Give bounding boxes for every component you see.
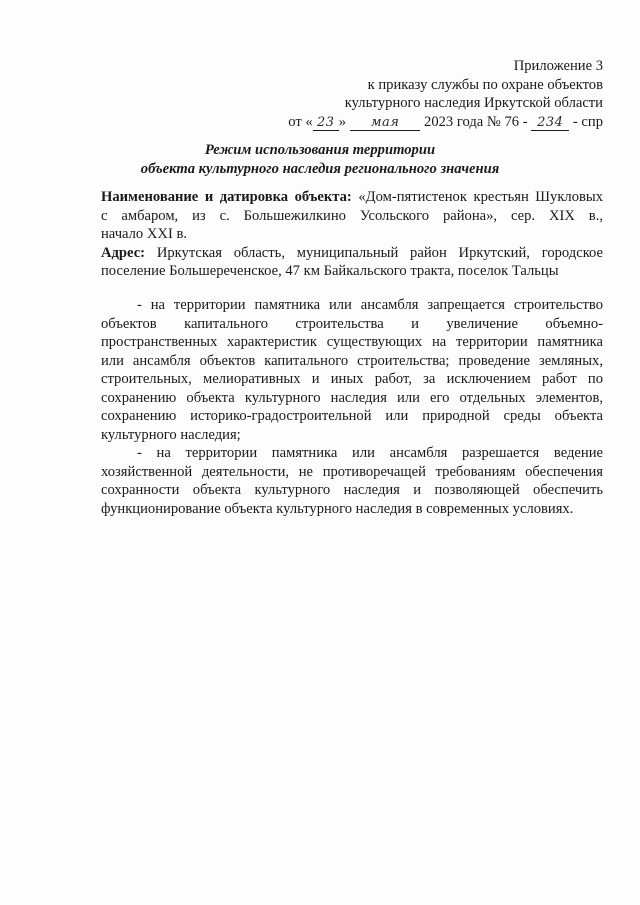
paragraph-line: или ансамбля объектов капитального строительства; проведение земляных, xyxy=(101,352,603,369)
date-prefix: от « xyxy=(288,113,313,130)
document-title xyxy=(0,141,640,179)
object-line-3: начало XXI в. xyxy=(101,226,188,242)
title-line-1: Режим использования территории xyxy=(204,142,436,158)
address-label: Адрес: xyxy=(101,244,146,261)
handwritten-day: 23 xyxy=(313,115,339,131)
address-line-1-text: Иркутская область, муниципальный район Иркутский, городское xyxy=(156,244,603,261)
appendix-header xyxy=(288,57,603,131)
order-suffix: - спр xyxy=(572,113,603,130)
object-line-2: с амбаром, из с. Большежилкино Усольского района», сер. XIX в., xyxy=(101,207,603,224)
paragraph-line: - на территории памятника или ансамбля разрешается ведение xyxy=(137,445,603,461)
appendix-number: Приложение 3 xyxy=(513,58,603,74)
object-line-1 xyxy=(101,188,603,207)
appendix-date-line xyxy=(288,113,603,132)
paragraph-line: сохранности объекта культурного наследия и позволяющей обеспечить xyxy=(101,482,603,498)
paragraph-line: строительных, мелиоративных и иных работ, за исключением работ по xyxy=(101,371,603,387)
prohibition-paragraph xyxy=(101,296,603,444)
appendix-order-ref: к приказу службы по охране объектов xyxy=(367,76,603,93)
permission-paragraph xyxy=(101,444,603,518)
paragraph-line: культурного наследия; xyxy=(101,426,241,443)
paragraph-line: пространственных характеристик существующих на территории памятника xyxy=(101,334,603,350)
handwritten-order-number: 234 xyxy=(531,115,569,131)
object-name-block xyxy=(101,188,603,281)
paragraph-line: хозяйственной деятельности, не противоречащей требованиям обеспечения xyxy=(101,463,603,480)
paragraph-line: - на территории памятника или ансамбля запрещается строительство xyxy=(137,297,603,313)
date-close-quote: » xyxy=(338,113,347,130)
appendix-agency: культурного наследия Иркутской области xyxy=(344,95,603,111)
paragraph-line: функционирование объекта культурного наследия в современных условиях. xyxy=(101,500,574,517)
paragraph-line: объектов капитального строительства и увеличение объемно- xyxy=(101,315,603,332)
paragraph-line: сохранению историко-градостроительной или природной среды объекта xyxy=(101,408,603,424)
handwritten-month: мая xyxy=(350,115,420,131)
title-line-2: объекта культурного наследия регионального значения xyxy=(140,161,500,177)
date-year-number: 2023 года № 76 - xyxy=(424,113,528,130)
regime-block xyxy=(101,296,603,518)
object-label: Наименование и датировка объекта: xyxy=(101,189,352,205)
object-line-1-text: «Дом-пятистенок крестьян Шукловых xyxy=(358,189,603,205)
address-line-2: поселение Большереченское, 47 км Байкальского тракта, поселок Тальцы xyxy=(101,263,559,279)
address-line-1 xyxy=(101,244,603,263)
paragraph-line: сохранению объекта культурного наследия или его отдельных элементов, xyxy=(101,389,603,406)
